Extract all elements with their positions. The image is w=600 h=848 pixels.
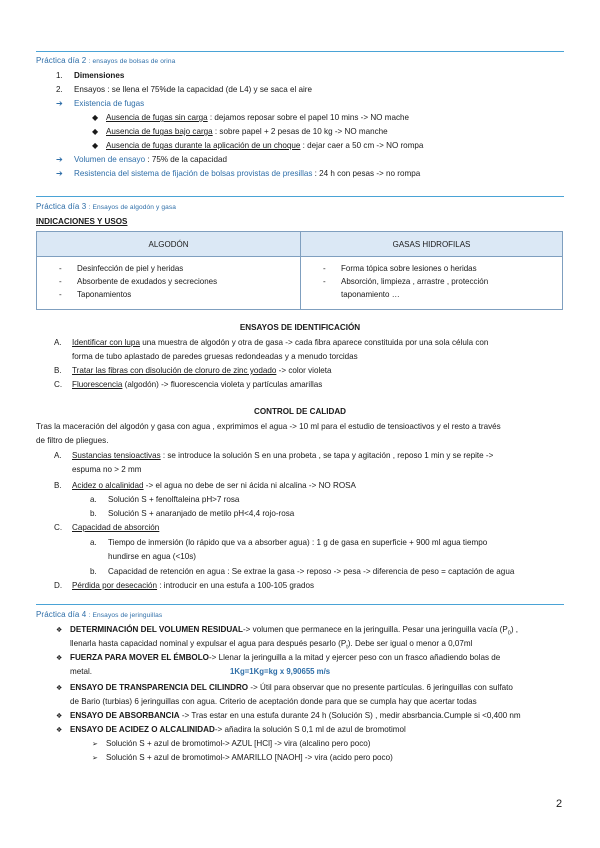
- section-divider: [36, 51, 564, 52]
- identificacion-heading: ENSAYOS DE IDENTIFICACIÓN: [239, 323, 361, 332]
- fuga-item: ◆ Ausencia de fugas durante la aplicación de un choque : dejar caer a 50 cm -> NO rompa: [92, 141, 424, 150]
- indicaciones-heading: INDICACIONES Y USOS: [36, 217, 128, 226]
- table-header-gasas: GASAS HIDROFILAS: [301, 232, 563, 257]
- list-item: A. Sustancias tensioactivas : se introduce la solución S en una probeta , se tapa y agitación , reposo 1 min y se repite ->: [54, 451, 494, 460]
- sub-item: ➢ Solución S + azul de bromotimol-> AMARILLO [NAOH] -> vira (acido pero poco): [92, 753, 393, 762]
- section-title-day3: Práctica día 3 : Ensayos de algodón y gasa: [36, 202, 177, 211]
- section-title-day4: Práctica día 4 : Ensayos de jeringuillas: [36, 610, 163, 619]
- list-item-cont: espuma no > 2 mm: [72, 465, 142, 474]
- section-divider: [36, 604, 564, 605]
- list-item-fugas: ➔ Existencia de fugas: [56, 99, 145, 108]
- sub-item: b. Capacidad de retención en agua : Se extrae la gasa -> reposo -> pesa -> diferencia de peso = captación de agua: [90, 567, 515, 576]
- list-item: ❖ ENSAYO DE ABSORBANCIA -> Tras estar en una estufa durante 24 h (Solución S) , medir absrbancia.Cumple si <0,400 nm: [56, 711, 521, 720]
- list-item: 1. Dimensiones: [56, 71, 125, 80]
- table-cell-gasas: [301, 257, 563, 310]
- formula: 1Kg=1Kg=kg x 9,90655 m/s: [230, 667, 331, 676]
- list-item: ❖ FUERZA PARA MOVER EL ÉMBOLO-> Llenar la jeringuilla a la mitad y ejercer peso con un frasco añadiendo bolas de: [56, 653, 501, 662]
- paragraph: de filtro de pliegues.: [36, 436, 109, 445]
- list-item: ❖ DETERMINACIÓN DEL VOLUMEN RESIDUAL-> volumen que permanece en la jeringuilla. Pesar una jeringuilla vacía $(P_0)$ ,: [56, 625, 519, 637]
- list-item: ❖ ENSAYO DE TRANSPARENCIA DEL CILINDRO -> Útil para observar que no presente partículas. 6 jeringuillas con sulfato: [56, 683, 513, 692]
- table-header-algodon: ALGODÓN: [37, 232, 301, 257]
- list-item: - Absorbente de exudados y secreciones: [59, 277, 218, 286]
- list-item-resistencia: ➔ Resistencia del sistema de fijación de bolsas provistas de presillas : 24 h con pesas -> no rompa: [56, 169, 421, 178]
- list-item: 2. Ensayos : se llena el 75%de la capacidad (de L4) y se saca el aire: [56, 85, 313, 94]
- page-number: 2: [556, 798, 563, 810]
- list-item-cont: llenarla hasta capacidad nominal y expulsar el agua para después pesarlo $(P_t)$. Debe ser igual o menor a 0,07ml: [70, 639, 473, 651]
- list-item: C. Capacidad de absorción: [54, 523, 160, 532]
- sub-item: b. Solución S + anaranjado de metilo pH<4,4 rojo-rosa: [90, 509, 295, 518]
- list-item-cont: forma de tubo aplastado de paredes gruesas redondeadas y a menudo torcidas: [72, 352, 358, 361]
- paragraph: Tras la maceración del algodón y gasa con agua , exprimimos el agua -> 10 ml para el estudio de tensioactivos y el resto a través: [36, 422, 501, 431]
- list-item: taponamiento …: [341, 290, 400, 299]
- list-item: - Forma tópica sobre lesiones o heridas: [323, 264, 477, 273]
- table-cell-algodon: [37, 257, 301, 310]
- section-title-day2: Práctica día 2 : ensayos de bolsas de orina: [36, 56, 176, 65]
- indicaciones-table: [36, 231, 563, 310]
- list-item: - Absorción, limpieza , arrastre , protección: [323, 277, 489, 286]
- list-item: A. Identificar con lupa una muestra de algodón y otra de gasa -> cada fibra aparece constituida por una sola célula con: [54, 338, 489, 347]
- fuga-item: ◆ Ausencia de fugas sin carga : dejamos reposar sobre el papel 10 mins -> NO mache: [92, 113, 410, 122]
- list-item-cont: de Bario (turbias) 6 jeringuillas con agua. Criterio de aceptación donde para que se cumpla hay que acertar todas: [70, 697, 477, 706]
- fuga-item: ◆ Ausencia de fugas bajo carga : sobre papel + 2 pesas de 10 kg -> NO manche: [92, 127, 388, 136]
- calidad-heading: CONTROL DE CALIDAD: [253, 407, 347, 416]
- sub-item-cont: hundirse en agua (<10s): [108, 552, 196, 561]
- list-item: B. Acidez o alcalinidad -> el agua no debe de ser ni ácida ni alcalina -> NO ROSA: [54, 481, 356, 490]
- list-item: ❖ ENSAYO DE ACIDEZ O ALCALINIDAD-> añadira la solución S 0,1 ml de azul de bromotimol: [56, 725, 406, 734]
- section-divider: [36, 196, 564, 197]
- sub-item: a. Tiempo de inmersión (lo rápido que va a absorber agua) : 1 g de gasa en superficie + 900 ml agua tiempo: [90, 538, 488, 547]
- list-item: - Desinfección de piel y heridas: [59, 264, 184, 273]
- sub-item: a. Solución S + fenolftaleina pH>7 rosa: [90, 495, 240, 504]
- list-item: C. Fluorescencia (algodón) -> fluorescencia violeta y partículas amarillas: [54, 380, 323, 389]
- list-item: - Taponamientos: [59, 290, 132, 299]
- list-item: B. Tratar las fibras con disolución de cloruro de zinc yodado -> color violeta: [54, 366, 332, 375]
- list-item: D. Pérdida por desecación : introducir en una estufa a 100-105 grados: [54, 581, 315, 590]
- list-item-cont: metal.: [70, 667, 93, 676]
- list-item-volumen: ➔ Volumen de ensayo : 75% de la capacidad: [56, 155, 228, 164]
- sub-item: ➢ Solución S + azul de bromotimol-> AZUL [HCl] -> vira (alcalino pero poco): [92, 739, 371, 748]
